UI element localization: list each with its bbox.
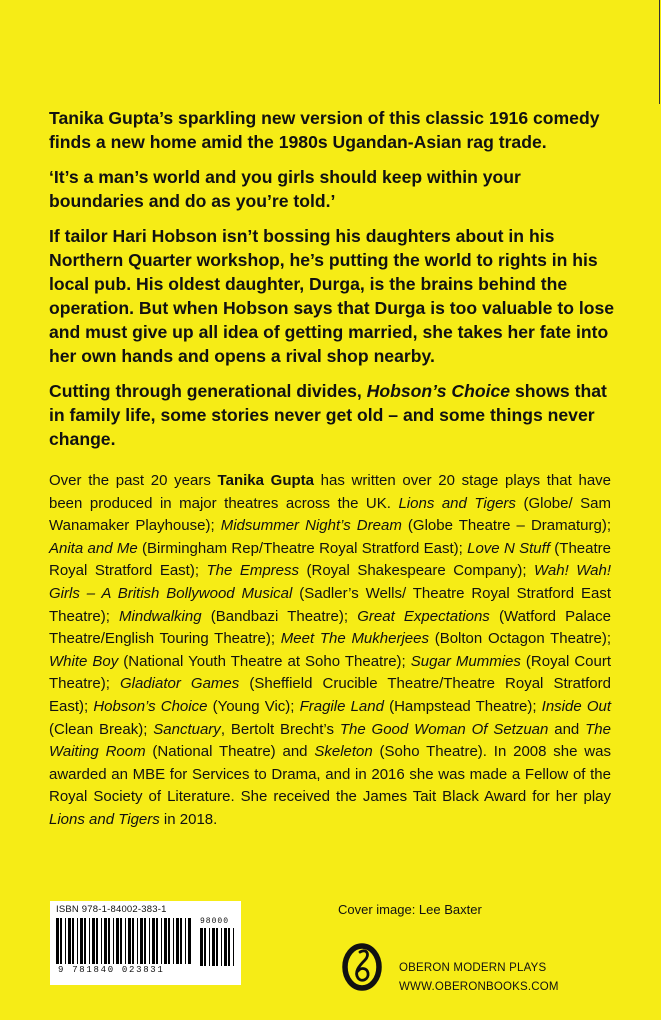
- bio-text: (Globe/ Sam Wanamaker Playhouse);: [49, 494, 611, 535]
- spine-edge-line: [659, 0, 660, 104]
- blurb-intro: Tanika Gupta’s sparkling new version of this classic 1916 comedy finds a new home amid the 1980s Ugandan-Asian rag trade.: [49, 108, 600, 152]
- blurb-closing-text: Cutting through generational divides,: [49, 381, 367, 401]
- play-title: Love N Stuff: [467, 539, 550, 557]
- play-title: Anita and Me: [49, 539, 138, 557]
- oberon-logo-icon: [336, 939, 390, 993]
- bio-text: (National Theatre) and: [145, 743, 315, 761]
- barcode-addon-digits: 98000: [200, 917, 230, 926]
- bio-text: (Theatre Royal Stratford East);: [49, 539, 611, 580]
- bio-text: (Clean Break);: [49, 720, 154, 738]
- blurb: [49, 106, 615, 462]
- play-title: The Empress: [206, 562, 300, 580]
- play-title: Skeleton: [314, 743, 373, 761]
- play-title: Meet The Mukherjees: [280, 630, 429, 648]
- bio-text: (Royal Shakespeare Company);: [299, 562, 535, 580]
- bio-text: (Sadler’s Wells/ Theatre Royal Stratford East Theatre);: [49, 584, 611, 625]
- author-bio: [49, 470, 611, 832]
- isbn-barcode: [50, 901, 241, 985]
- bio-text: (Young Vic);: [207, 697, 300, 715]
- play-title: Midsummer Night’s Dream: [220, 517, 402, 535]
- bio-text: (Hampstead Theatre);: [383, 697, 542, 715]
- bio-text: (Sheffield Crucible Theatre/Theatre Royal Stratford East);: [49, 675, 611, 715]
- bio-text: (Royal Court Theatre);: [49, 652, 612, 693]
- publisher-info: [399, 959, 559, 997]
- play-title: Mindwalking: [119, 607, 202, 625]
- bio-text: (National Youth Theatre at Soho Theatre);: [118, 652, 411, 670]
- bio-text: (Globe Theatre – Dramaturg);: [401, 517, 611, 535]
- play-title: The Waiting Room: [49, 720, 611, 761]
- play-title: Sanctuary: [153, 720, 221, 738]
- blurb-closing-text-end: shows that in family life, some stories never get old – and some things never change.: [49, 381, 607, 449]
- blurb-closing: [49, 379, 615, 451]
- publisher-series: OBERON MODERN PLAYS: [399, 962, 547, 974]
- bio-text: (Soho Theatre). In 2008 she was awarded an MBE for Services to Drama, and in 2016 she was made a Fellow of the Royal Society of Literature. She received the James Tait Black Award for her play: [49, 743, 611, 806]
- play-title: Gladiator Games: [119, 675, 240, 693]
- bio-text: (Bandbazi Theatre);: [201, 607, 358, 625]
- bio-text: , Bertolt Brecht’s: [220, 720, 340, 738]
- play-title: Inside Out: [541, 697, 611, 715]
- play-title: Lions and Tigers: [49, 810, 160, 828]
- play-title: Sugar Mummies: [410, 652, 521, 670]
- bio-text: (Watford Palace Theatre/English Touring Theatre);: [49, 607, 611, 648]
- author-name: Tanika Gupta: [217, 472, 314, 489]
- play-title: Hobson’s Choice: [93, 697, 208, 715]
- play-title: Wah! Wah! Girls – A British Bollywood Musical: [49, 562, 611, 602]
- publisher-website[interactable]: WWW.OBERONBOOKS.COM: [399, 981, 559, 993]
- blurb-quote: ‘It’s a man’s world and you girls should keep within your boundaries and do as you’re told.’: [49, 167, 521, 211]
- play-title: The Good Woman Of Setzuan: [339, 720, 549, 738]
- play-title: Great Expectations: [357, 607, 490, 625]
- isbn-label: ISBN 978-1-84002-383-1: [56, 904, 167, 915]
- bio-text: and: [548, 720, 586, 738]
- cover-image-credit: Cover image: Lee Baxter: [338, 902, 482, 917]
- bio-text: (Birmingham Rep/Theatre Royal Stratford East);: [137, 539, 468, 557]
- blurb-closing-title: Hobson’s Choice: [366, 381, 511, 401]
- bio-text: has written over 20 stage plays that have been produced in major theatres across the UK.: [49, 472, 612, 512]
- play-title: White Boy: [49, 652, 119, 670]
- barcode-digits: 9 781840 023831: [58, 965, 165, 975]
- spine-edge: [657, 0, 661, 1020]
- bio-text: Over the past 20 years: [49, 472, 218, 489]
- bio-text: (Bolton Octagon Theatre);: [428, 630, 611, 648]
- bio-text: in 2018.: [159, 810, 218, 828]
- blurb-synopsis: If tailor Hari Hobson isn’t bossing his daughters about in his Northern Quarter workshop, he’s putting the world to rights in his local pub. His oldest daughter, Durga, is the brains behind the operation. But when Hobson says that Durga is too valuable to lose and must give up all idea of getting married, she takes her fate into her own hands and opens a rival shop nearby.: [49, 226, 615, 366]
- play-title: Lions and Tigers: [398, 494, 516, 512]
- play-title: Fragile Land: [299, 697, 384, 715]
